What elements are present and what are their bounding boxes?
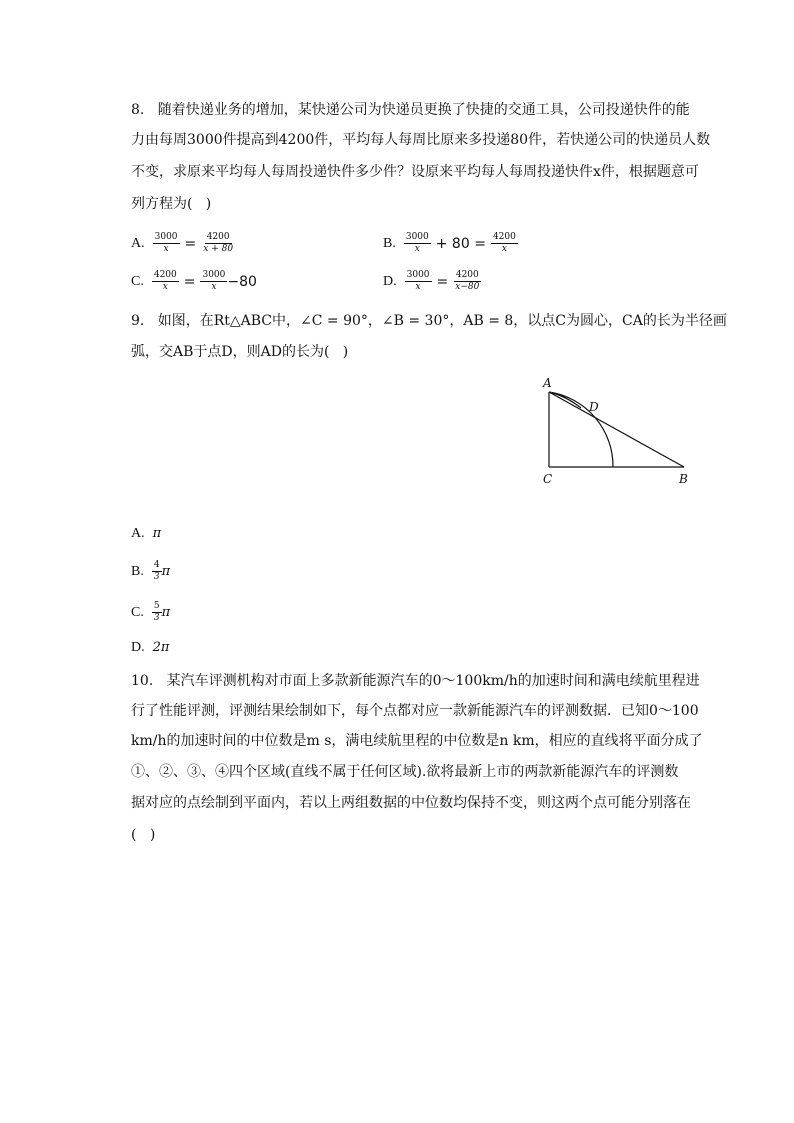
option-label: C.: [131, 604, 144, 620]
side-ab: [549, 392, 684, 467]
q10-line-4: ①、②、③、④四个区域(直线不属于任何区域).欲将最新上市的两款新能源汽车的评测数: [131, 764, 679, 780]
q8-line-4: 列方程为( ): [131, 196, 212, 212]
numerator: 4200: [206, 232, 230, 242]
q10-line-2: 行了性能评测，评测结果绘制如下，每个点都对应一款新能源汽车的评测数据．已知0～100: [131, 703, 699, 719]
operator: =: [436, 273, 449, 290]
triangle-figure: [536, 372, 696, 492]
numerator: 3000: [154, 232, 178, 242]
q8-line-1: 8. 随着快递业务的增加，某快递公司为快递员更换了快捷的交通工具，公司投递快件的能: [131, 102, 690, 118]
option-label: A.: [131, 526, 145, 541]
option-label: D.: [383, 273, 397, 289]
numerator: 4: [153, 560, 160, 570]
denominator: x: [501, 244, 507, 254]
tail: −80: [227, 273, 257, 290]
denominator: 3: [153, 572, 160, 582]
q8-option-a[interactable]: [131, 232, 245, 255]
q10-line-1: 10. 某汽车评测机构对市面上多款新能源汽车的0～100km/h的加速时间和满电续航里程进: [131, 673, 700, 689]
fraction: [404, 232, 431, 255]
q9-line-1: 9. 如图，在Rt△ABC中，∠C = 90°，∠B = 30°，AB = 8，以点C为圆心，CA的长为半径画: [131, 313, 727, 329]
fraction: [153, 232, 180, 255]
q10-line-3: km/h的加速时间的中位数是m s，满电续航里程的中位数是n km，相应的直线将平面分成了: [131, 733, 703, 749]
fraction: [453, 270, 481, 293]
fraction: [152, 270, 179, 293]
q10-line-5: 据对应的点绘制到平面内，若以上两组数据的中位数均保持不变，则这两个点可能分别落在: [131, 795, 691, 811]
operator: =: [183, 273, 196, 290]
option-label: D.: [131, 640, 145, 655]
denominator: x: [415, 282, 421, 292]
operator: + 80 =: [435, 235, 486, 252]
numerator: 3000: [406, 270, 430, 280]
numerator: 4200: [153, 270, 177, 280]
numerator: 3000: [405, 232, 429, 242]
denominator: x: [211, 282, 217, 292]
numerator: 5: [153, 601, 160, 611]
option-value: π: [161, 563, 171, 579]
operator: =: [184, 235, 197, 252]
q10-line-6: ( ): [131, 827, 156, 843]
option-value: π: [152, 526, 162, 541]
numerator: 4200: [455, 270, 479, 280]
q8-line-3: 不变，求原来平均每人每周投递快件多少件？设原来平均每人每周投递快件x件，根据题意可: [131, 164, 699, 180]
q8-option-c[interactable]: [131, 270, 262, 293]
label-a: A: [543, 376, 552, 390]
denominator: x−80: [455, 282, 480, 292]
fraction: [491, 232, 518, 255]
fraction: [152, 601, 162, 624]
q9-option-c[interactable]: [131, 601, 170, 624]
option-label: A.: [131, 235, 145, 251]
denominator: 3: [153, 613, 160, 623]
option-label: C.: [131, 273, 144, 289]
numerator: 3000: [202, 270, 226, 280]
denominator: x: [414, 244, 420, 254]
option-label: B.: [383, 235, 396, 251]
q8-line-2: 力由每周3000件提高到4200件，平均每人每周比原来多投递80件，若快递公司的快递员人数: [131, 132, 711, 148]
fraction: [200, 270, 227, 293]
q9-option-d[interactable]: [131, 638, 169, 658]
q9-option-b[interactable]: [131, 560, 170, 583]
option-value: 2π: [152, 640, 170, 655]
denominator: x: [162, 282, 168, 292]
label-c: C: [543, 472, 553, 486]
fraction: [201, 232, 235, 255]
q8-option-d[interactable]: [383, 270, 491, 293]
label-d: D: [589, 400, 599, 414]
fraction: [405, 270, 432, 293]
denominator: x: [163, 244, 169, 254]
q9-option-a[interactable]: [131, 524, 161, 544]
denominator: x + 80: [203, 244, 234, 254]
q8-option-b[interactable]: [383, 232, 528, 255]
q9-line-2: 弧，交AB于点D，则AD的长为( ): [131, 344, 349, 360]
numerator: 4200: [492, 232, 516, 242]
fraction: [152, 560, 162, 583]
option-label: B.: [131, 563, 144, 579]
arc-ad: [549, 392, 613, 467]
option-value: π: [161, 604, 171, 620]
label-b: B: [679, 472, 688, 486]
